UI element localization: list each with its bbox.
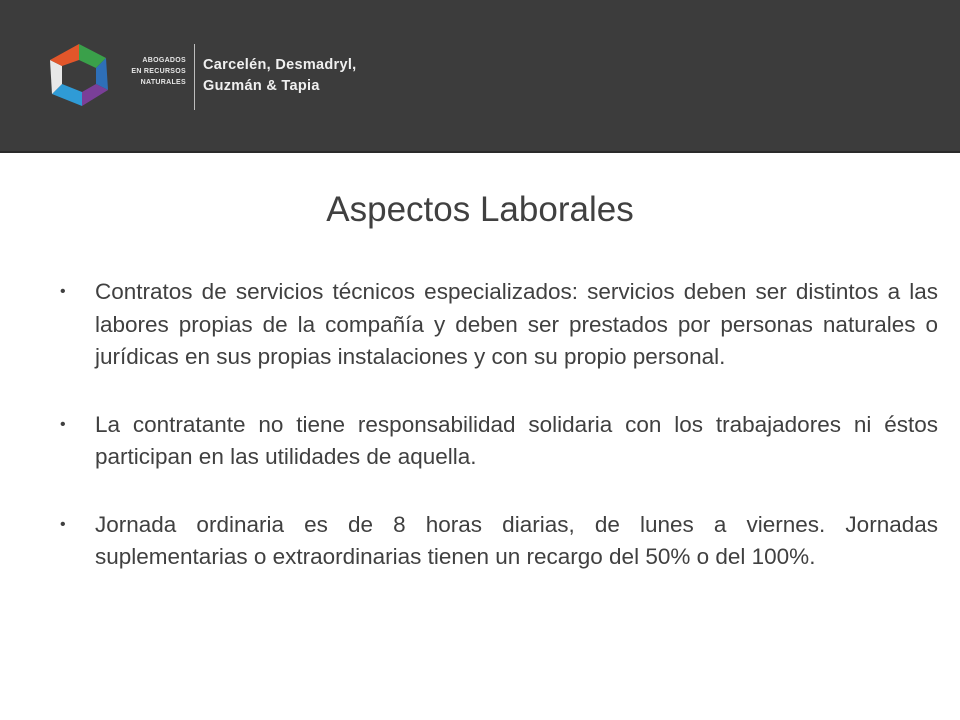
bullet-dot-icon: • <box>60 415 66 433</box>
bullet-item <box>60 276 938 374</box>
tagline-line: ABOGADOS <box>142 57 186 64</box>
firm-name <box>203 55 357 97</box>
bullet-text: Contratos de servicios técnicos especializados: servicios deben ser distintos a las labores propias de la compañía y deben ser prestados por personas naturales o jurídicas en sus propias instalaciones y con su propio personal. <box>95 279 938 369</box>
firm-logo-icon <box>44 40 114 110</box>
tagline-line: NATURALES <box>140 79 186 86</box>
bullet-list <box>60 276 938 609</box>
firm-name-line: Guzmán & Tapia <box>203 78 320 94</box>
bullet-item <box>60 509 938 574</box>
bullet-item <box>60 409 938 474</box>
slide-title: Aspectos Laborales <box>326 190 634 229</box>
firm-name-line: Carcelén, Desmadryl, <box>203 57 357 73</box>
logo-divider <box>194 44 195 110</box>
bullet-text: La contratante no tiene responsabilidad solidaria con los trabajadores ni éstos participan en las utilidades de aquella. <box>95 411 938 469</box>
firm-tagline <box>124 55 186 88</box>
bullet-dot-icon: • <box>60 515 66 533</box>
tagline-line: EN RECURSOS <box>131 68 186 75</box>
bullet-dot-icon: • <box>60 283 66 300</box>
bullet-text: Jornada ordinaria es de 8 horas diarias, de lunes a viernes. Jornadas suplementarias o extraordinarias tienen un recargo del 50% o del 100%. <box>95 511 938 569</box>
header-banner <box>0 0 960 153</box>
